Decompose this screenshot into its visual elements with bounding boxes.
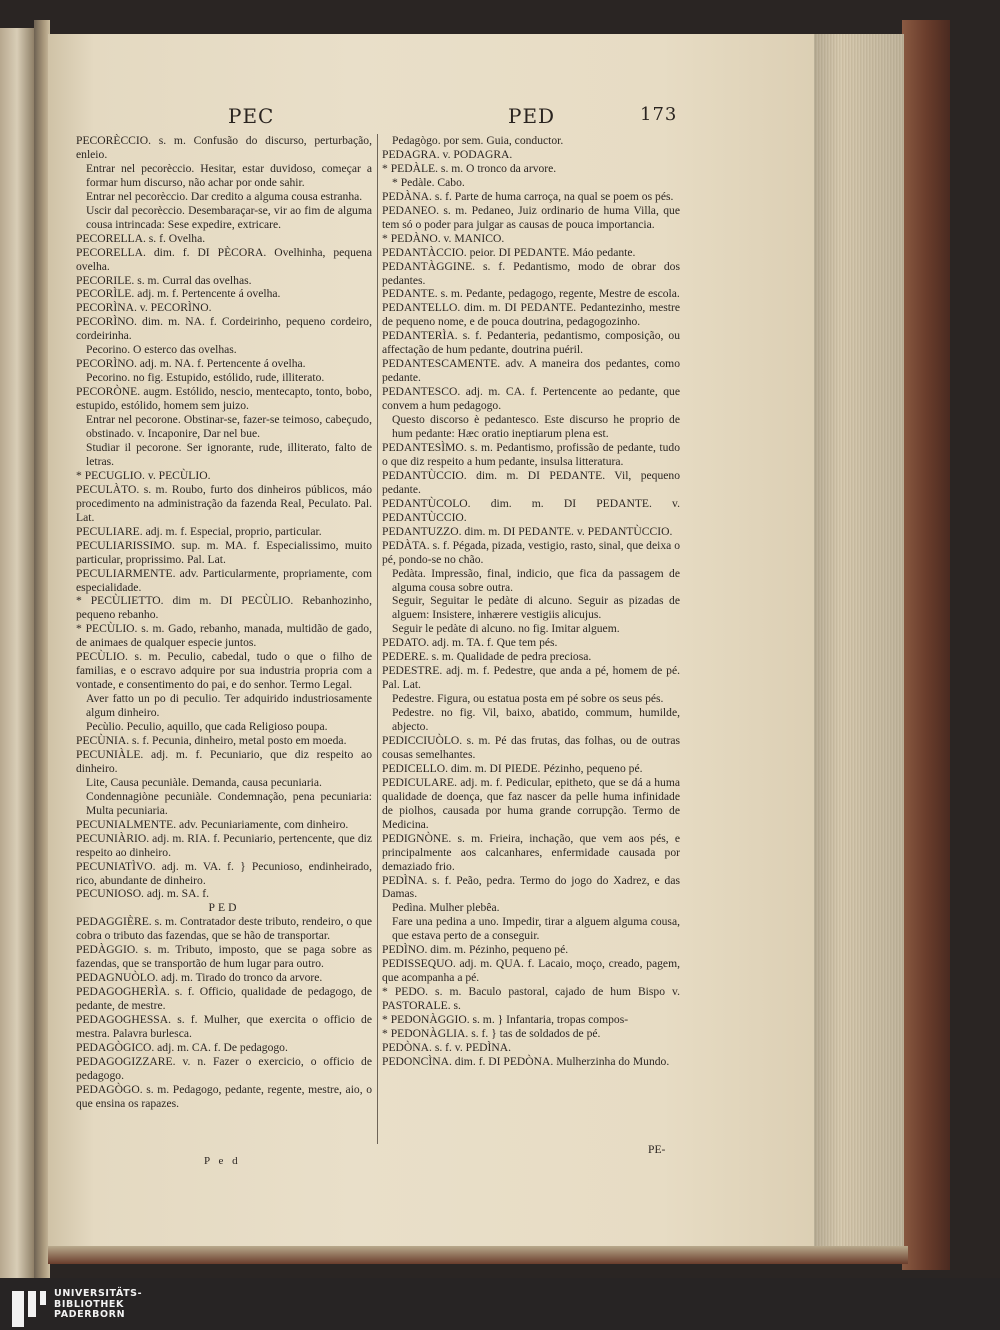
dictionary-entry: * PEDO. s. m. Baculo pastoral, cajado de hum Bispo v. PASTORALE. s. bbox=[382, 985, 680, 1013]
sub-entry: Pedagògo. por sem. Guia, conductor. bbox=[392, 134, 564, 147]
fore-edge-shade bbox=[812, 34, 904, 1250]
sub-entry: Pedestre. no fig. Vil, baixo, abatido, commum, humilde, abjecto. bbox=[392, 706, 680, 734]
dictionary-entry: PEDESTRE. adj. m. f. Pedestre, que anda a pé, homem de pé. Pal. Lat. bbox=[382, 664, 680, 692]
dictionary-entry: PECORÈCCIO. s. m. Confusão do discurso, perturbação, enleio. bbox=[76, 134, 372, 161]
dictionary-entry: PEDAGGIÈRE. s. m. Contratador deste tributo, rendeiro, o que cobra o tributo das fazendas, que se hão de transportar. bbox=[76, 915, 372, 943]
dictionary-entry: PEDÀTA. s. f. Pégada, pizada, vestigio, rasto, sinal, que deixa o pé, pondo-se no chão. bbox=[382, 538, 680, 566]
left-page-edge bbox=[0, 28, 34, 1278]
sub-entry: * Pedàle. Cabo. bbox=[392, 175, 465, 189]
sub-entry: Lite, Causa pecuniàle. Demanda, causa pecuniaria. bbox=[86, 775, 322, 789]
dictionary-entry: PEDÌNA. s. f. Peão, pedra. Termo do jogo do Xadrez, e das Damas. bbox=[382, 873, 680, 901]
sub-entry: Uscir dal pecorèccio. Desembaraçar-se, vir ao fim de alguma cousa intrincada: Sese expedire, extricare. bbox=[86, 203, 372, 231]
dictionary-entry: PECULIARE. adj. m. f. Especial, proprio, particular. bbox=[76, 524, 322, 538]
dictionary-entry: PECUNIATÌVO. adj. m. VA. f. } Pecunioso, endinheirado, rico, abundante de dinheiro. bbox=[76, 859, 372, 887]
dictionary-entry: PEDÀNA. s. f. Parte de huma carroça, na qual se poem os pés. bbox=[382, 189, 674, 203]
page-number: 173 bbox=[640, 104, 678, 125]
dictionary-entry: PEDANTÙCCIO. dim. m. DI PEDANTE. Vil, pequeno pedante. bbox=[382, 468, 680, 496]
sub-entry: Entrar nel pecorone. Obstinar-se, fazer-se teimoso, cabeçudo, obstinado. v. Incaponire, Dar nel bue. bbox=[86, 413, 372, 441]
dictionary-entry: PEDICCIUÒLO. s. m. Pé das frutas, das folhas, ou de outras cousas semelhantes. bbox=[382, 733, 680, 761]
sub-entry: Entrar nel pecorèccio. Hesitar, estar duvidoso, começar a formar hum discurso, não achar por onde sahir. bbox=[86, 161, 372, 189]
sub-entry: Studiar il pecorone. Ser ignorante, rude, illiterato, falto de letras. bbox=[86, 440, 372, 468]
dictionary-entry: PEDISSEQUO. adj. m. QUA. f. Lacaio, moço, creado, pagem, que acompanha a pé. bbox=[382, 957, 680, 985]
dictionary-entry: * PECÙLIO. s. m. Gado, rebanho, manada, multidão de gado, de animaes de qualquer especie juntos. bbox=[76, 622, 372, 650]
dictionary-entry: PEDAGNUÒLO. adj. m. Tirado do tronco da arvore. bbox=[76, 971, 323, 985]
sub-entry: Entrar nel pecorèccio. Dar credito a alguma cousa estranha. bbox=[86, 189, 363, 203]
dictionary-entry: PEDERE. s. m. Qualidade de pedra preciosa. bbox=[382, 650, 592, 664]
sub-entry: Pecorino. O esterco das ovelhas. bbox=[86, 343, 237, 357]
dictionary-entry: PEDÀGGIO. s. m. Tributo, imposto, que se paga sobre as fazendas, que se transportão de hum lugar para outro. bbox=[76, 943, 372, 971]
dictionary-entry: PEDAGRA. v. PODAGRA. bbox=[382, 147, 513, 161]
dictionary-entry: * PECÙLIETTO. dim m. DI PECÙLIO. Rebanhozinho, pequeno rebanho. bbox=[76, 594, 372, 622]
footer-bar bbox=[0, 1278, 1000, 1330]
dictionary-entry: PEDANTESCAMENTE. adv. A maneira dos pedantes, como pedante. bbox=[382, 357, 680, 385]
dictionary-entry: PECORÌNO. adj. m. NA. f. Pertencente á ovelha. bbox=[76, 357, 306, 371]
catchword: PE- bbox=[648, 1143, 666, 1156]
dictionary-entry: PEDÌNO. dim. m. Pézinho, pequeno pé. bbox=[382, 943, 569, 957]
logo-line: PADERBORN bbox=[54, 1309, 126, 1320]
dictionary-entry: PEDANTE. s. m. Pedante, pedagogo, regente, Mestre de escola. bbox=[382, 287, 680, 301]
dictionary-entry: PEDANTERÌA. s. f. Pedanteria, pedantismo, composição, ou affectação de hum pedante, doutrina puéril. bbox=[382, 329, 680, 357]
dictionary-entry: PEDANTÀGGINE. s. f. Pedantismo, modo de obrar dos pedantes. bbox=[382, 259, 680, 287]
dictionary-entry: PECÙNIA. s. f. Pecunia, dinheiro, metal posto em moeda. bbox=[76, 733, 347, 747]
section-heading: PED bbox=[208, 901, 240, 915]
dictionary-entry: PEDANTÀCCIO. peior. DI PEDANTE. Máo pedante. bbox=[382, 245, 636, 259]
logo-line: UNIVERSITÄTS- bbox=[54, 1288, 143, 1299]
dictionary-entry: PEDANTÙCOLO. dim. m. DI PEDANTE. v. PEDANTÙCCIO. bbox=[382, 496, 680, 524]
library-logo-text bbox=[54, 1289, 142, 1321]
dictionary-entry: PEDANEO. s. m. Pedaneo, Juiz ordinario de huma Villa, que tem só o poder para julgar as causas de pouca importancia. bbox=[382, 203, 680, 231]
sub-entry: Pecorino. no fig. Estupido, estólido, rude, illiterato. bbox=[86, 371, 325, 385]
sub-entry: Pedìna. Mulher plebêa. bbox=[392, 901, 500, 915]
book-bottom-edge bbox=[48, 1246, 908, 1264]
running-head-center: PED bbox=[508, 104, 556, 128]
dictionary-entry: PECORÒNE. augm. Estólido, nescio, mentecapto, tonto, bobo, estupido, estólido, homem sem juizo. bbox=[76, 385, 372, 413]
sub-entry: Aver fatto un po di peculio. Ter adquirido industriosamente algum dinheiro. bbox=[86, 692, 372, 720]
book-cover-edge bbox=[902, 20, 950, 1270]
dictionary-entry: PEDONCÌNA. dim. f. DI PEDÒNA. Mulherzinha do Mundo. bbox=[382, 1054, 670, 1068]
dictionary-entry: PEDATO. adj. m. TA. f. Que tem pés. bbox=[382, 636, 558, 650]
dictionary-entry: * PECUGLIO. v. PECÙLIO. bbox=[76, 468, 211, 482]
logo-line: BIBLIOTHEK bbox=[54, 1298, 124, 1310]
sub-entry: Questo discorso è pedantesco. Este discurso he proprio de hum pedante: Hæc oratio ineptiarum plena est. bbox=[392, 413, 680, 441]
dictionary-entry: * PEDONÀGLIA. s. f. } tas de soldados de pé. bbox=[382, 1027, 601, 1040]
dictionary-entry: PEDANTESÌMO. s. m. Pedantismo, profissão de pedante, tudo o que diz respeito a hum pedante, insulsa litteratura. bbox=[382, 440, 680, 468]
sub-entry: Fare una pedina a uno. Impedir, tirar a alguem alguma cousa, que estava perto de a conseguir. bbox=[392, 915, 680, 943]
dictionary-entry: * PEDONÀGGIO. s. m. } Infantaria, tropas compos- bbox=[382, 1013, 629, 1027]
dictionary-entry: PEDAGOGHERÌA. s. f. Officio, qualidade de pedagogo, de pedante, de mestre. bbox=[76, 985, 372, 1013]
dictionary-entry: PEDAGÒGICO. adj. m. CA. f. De pedagogo. bbox=[76, 1040, 288, 1054]
library-logo-icon bbox=[12, 1291, 50, 1327]
dictionary-entry: PECORÌNO. dim. m. NA. f. Cordeirinho, pequeno cordeiro, cordeirinha. bbox=[76, 315, 372, 343]
dictionary-entry: PEDÒNA. s. f. v. PEDÌNA. bbox=[382, 1040, 512, 1054]
dictionary-entry: PECORÌLE. adj. m. f. Pertencente á ovelha. bbox=[76, 287, 281, 301]
sub-entry: Pedestre. Figura, ou estatua posta em pé sobre os seus pés. bbox=[392, 692, 664, 706]
dictionary-entry: PEDANTESCO. adj. m. CA. f. Pertencente ao pedante, que convem a hum pedagogo. bbox=[382, 385, 680, 413]
dictionary-entry: PEDANTELLO. dim. m. DI PEDANTE. Pedantezinho, mestre de pequeno nome, e de pouca doutrina, pedagogozinho. bbox=[382, 301, 680, 329]
sub-entry: Pedàta. Impressão, final, indicio, que fica da passagem de alguma cousa sobre outra. bbox=[392, 566, 680, 594]
dictionary-entry: PECUNIOSO. adj. m. SA. f. bbox=[76, 887, 210, 901]
dictionary-entry: * PEDÀNO. v. MANICO. bbox=[382, 231, 505, 245]
dictionary-entry: PEDANTUZZO. dim. m. DI PEDANTE. v. PEDANTÙCCIO. bbox=[382, 524, 673, 538]
dictionary-entry: PECORELLA. s. f. Ovelha. bbox=[76, 231, 206, 245]
sub-entry: Seguir le pedàte di alcuno. no fig. Imitar alguem. bbox=[392, 622, 620, 636]
dictionary-entry: PEDICULARE. adj. m. f. Pedicular, epitheto, que se dá a huma qualidade de doença, que faz nascer da pelle huma infinidade de piolhos, causada por huma grande corrupção. Termo de Medicina. bbox=[382, 775, 680, 831]
left-column bbox=[76, 134, 372, 1111]
dictionary-entry: PECUNIÀRIO. adj. m. RIA. f. Pecuniario, pertencente, que diz respeito ao dinheiro. bbox=[76, 831, 372, 859]
running-head-left: PEC bbox=[228, 104, 275, 128]
dictionary-entry: PECORELLA. dim. f. DI PÈCORA. Ovelhinha, pequena ovelha. bbox=[76, 245, 372, 273]
dictionary-entry: PEDAGÒGO. s. m. Pedagogo, pedante, regente, mestre, aio, o que ensina os rapazes. bbox=[76, 1082, 372, 1110]
dictionary-entry: PECULÀTO. s. m. Roubo, furto dos dinheiros públicos, máo procedimento na administração da fazenda Real, Peculato. Pal. Lat. bbox=[76, 482, 372, 524]
dictionary-entry: PECUNIALMENTE. adv. Pecuniariamente, com dinheiro. bbox=[76, 817, 349, 831]
dictionary-entry: PEDAGOGIZZARE. v. n. Fazer o exercicio, o officio de pedagogo. bbox=[76, 1054, 372, 1082]
dictionary-entry: PECÙLIO. s. m. Peculio, cabedal, tudo o que o filho de familias, e o escravo adquire por sua industria propria com a vontade, e consentimento do pai, e do senhor. Termo Legal. bbox=[76, 650, 372, 692]
sub-entry: Pecùlio. Peculio, aquillo, que cada Religioso poupa. bbox=[86, 720, 328, 734]
dictionary-entry: PECORÌNA. v. PECORÌNO. bbox=[76, 301, 212, 315]
dictionary-entry: PECULIARISSIMO. sup. m. MA. f. Especialissimo, muito particular, proprissimo. Pal. Lat. bbox=[76, 538, 372, 566]
signature-mark: P e d bbox=[204, 1155, 241, 1167]
dictionary-entry: PECUNIÀLE. adj. m. f. Pecuniario, que diz respeito ao dinheiro. bbox=[76, 747, 372, 775]
dictionary-entry: PECORILE. s. m. Curral das ovelhas. bbox=[76, 273, 252, 287]
dictionary-entry: PEDIGNÒNE. s. m. Frieira, inchação, que vem aos pés, e principalmente aos calcanhares, enfermidade causada por demaziado frio. bbox=[382, 831, 680, 873]
sub-entry: Seguir, Seguitar le pedàte di alcuno. Seguir as pizadas de alguem: Insistere, inhærere vestigiis alicujus. bbox=[392, 594, 680, 622]
column-divider bbox=[377, 134, 378, 1144]
sub-entry: Condennagiòne pecuniàle. Condemnação, pena pecuniaria: Multa pecuniaria. bbox=[86, 789, 372, 817]
right-column bbox=[382, 134, 680, 1069]
dictionary-entry: PEDICELLO. dim. m. DI PIEDE. Pézinho, pequeno pé. bbox=[382, 761, 643, 775]
dictionary-entry: PECULIARMENTE. adv. Particularmente, propriamente, com especialidade. bbox=[76, 566, 372, 594]
dictionary-entry: PEDAGOGHESSA. s. f. Mulher, que exercita o officio de mestra. Palavra burlesca. bbox=[76, 1013, 372, 1040]
dictionary-entry: * PEDÀLE. s. m. O tronco da arvore. bbox=[382, 161, 557, 175]
